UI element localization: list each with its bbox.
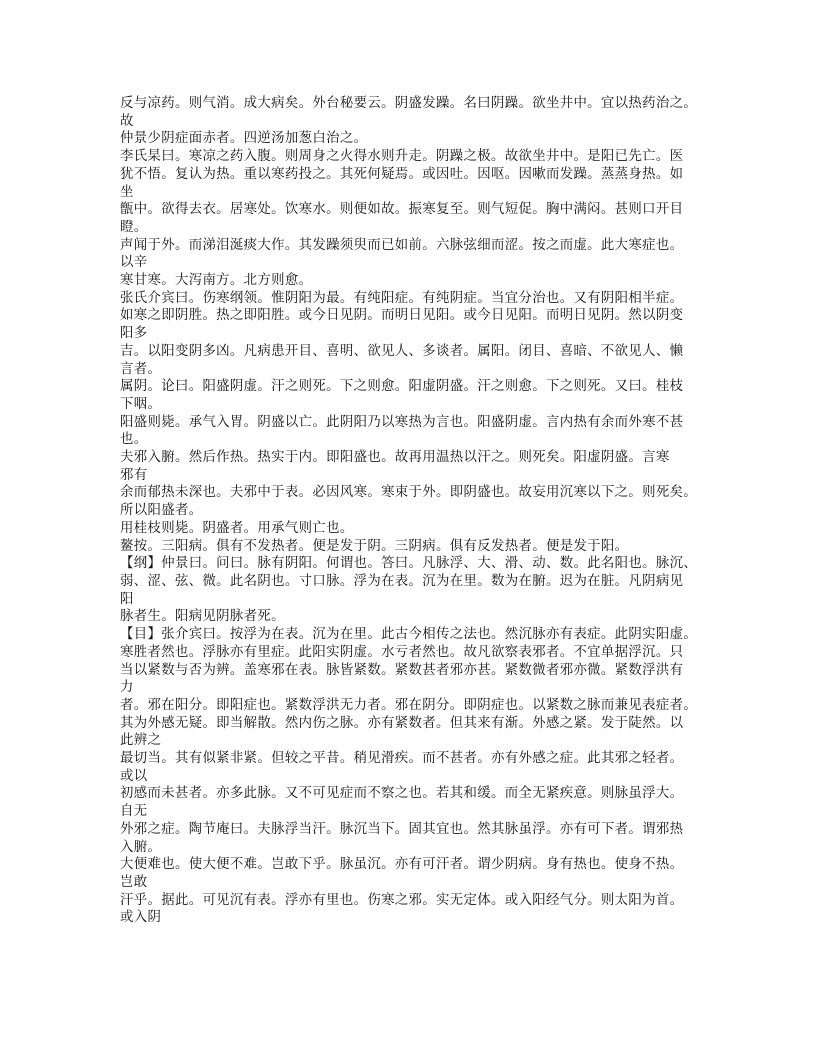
text-line: 阳 xyxy=(120,591,134,607)
text-line: 张氏介宾曰。伤寒纲领。惟阴阳为最。有纯阳症。有纯阴症。当宜分治也。又有阴阳相半症。 xyxy=(120,290,684,306)
text-line: 犹不悟。复认为热。重以寒药投之。其死何疑焉。或因吐。因呕。因嗽而发躁。蒸蒸身热。如 xyxy=(120,166,684,182)
text-line: 岂敢 xyxy=(120,874,148,890)
document-text-page xyxy=(120,95,710,927)
text-line: 弱、涩、弦、微。此名阴也。寸口脉。浮为在表。沉为在里。数为在腑。迟为在脏。凡阴病见 xyxy=(120,573,684,589)
text-line: 如寒之即阴胜。热之即阳胜。或今日见阴。而明日见阳。或今日见阳。而明日见阴。然以阴变 xyxy=(120,308,684,324)
text-line: 以辛 xyxy=(120,255,148,271)
text-line: 属阴。论曰。阳盛阴虚。汗之则死。下之则愈。阳虚阴盛。汗之则愈。下之则死。又曰。桂枝 xyxy=(120,379,684,395)
text-line: 言者。 xyxy=(120,361,162,377)
text-line: 或以 xyxy=(120,768,148,784)
text-line: 力 xyxy=(120,680,134,696)
text-line: 鳌按。三阳病。俱有不发热者。便是发于阴。三阴病。俱有反发热者。便是发于阳。 xyxy=(120,538,629,554)
text-line: 【纲】仲景曰。问曰。脉有阴阳。何谓也。答曰。凡脉浮、大、滑、动、数。此名阳也。脉沉、 xyxy=(120,556,698,572)
text-line: 【目】张介宾曰。按浮为在表。沉为在里。此古今相传之法也。然沉脉亦有表症。此阴实阳虚。 xyxy=(120,627,698,643)
text-line: 阳盛则毙。承气入胃。阴盛以亡。此阴阳乃以寒热为言也。阳盛阴虚。言内热有余而外寒不甚 xyxy=(120,414,684,430)
text-line: 瞪。 xyxy=(120,219,148,235)
text-line: 或入阴 xyxy=(120,910,162,926)
text-line: 当以紧数与否为辨。盖寒邪在表。脉皆紧数。紧数甚者邪亦甚。紧数微者邪亦微。紧数浮洪有 xyxy=(120,662,684,678)
text-line: 邪有 xyxy=(120,467,148,483)
text-line: 此辨之 xyxy=(120,733,162,749)
text-line: 自无 xyxy=(120,804,148,820)
text-line: 也。 xyxy=(120,432,148,448)
text-line: 入腑。 xyxy=(120,839,162,855)
text-line: 外邪之症。陶节庵曰。夫脉浮当汗。脉沉当下。固其宜也。然其脉虽浮。亦有可下者。谓邪热 xyxy=(120,821,684,837)
text-line: 最切当。其有似紧非紧。但较之平昔。稍见滑疾。而不甚者。亦有外感之症。此其邪之轻者。 xyxy=(120,751,684,767)
text-line: 仲景少阴症面赤者。四逆汤加葱白治之。 xyxy=(120,131,368,147)
text-line: 汗乎。据此。可见沉有表。浮亦有里也。伤寒之邪。实无定体。或入阳经气分。则太阳为首。 xyxy=(120,892,684,908)
text-line: 阳多 xyxy=(120,326,148,342)
text-line: 故 xyxy=(120,113,134,129)
text-line: 大便难也。使大便不难。岂敢下乎。脉虽沉。亦有可汗者。谓少阴病。身有热也。使身不热。 xyxy=(120,857,684,873)
text-line: 者。邪在阳分。即阳症也。紧数浮洪无力者。邪在阴分。即阴症也。以紧数之脉而兼见表症者。 xyxy=(120,697,698,713)
text-line: 初感而未甚者。亦多此脉。又不可见症而不察之也。若其和缓。而全无紧疾意。则脉虽浮大。 xyxy=(120,786,684,802)
text-line: 坐 xyxy=(120,184,134,200)
text-line: 反与凉药。则气消。成大病矣。外台秘要云。阴盛发躁。名曰阴躁。欲坐井中。宜以热药治之。 xyxy=(120,96,698,111)
text-line: 下咽。 xyxy=(120,396,162,412)
text-line: 脉者生。阳病见阴脉者死。 xyxy=(120,609,285,625)
text-line: 用桂枝则毙。阴盛者。用承气则亡也。 xyxy=(120,520,354,536)
text-line: 夫邪入腑。然后作热。热实于内。即阳盛也。故再用温热以汗之。则死矣。阳虚阴盛。言寒 xyxy=(120,450,670,466)
text-line: 寒胜者然也。浮脉亦有里症。此阳实阴虚。水亏者然也。故凡欲察表邪者。不宜单据浮沉。只 xyxy=(120,644,684,660)
text-line: 甑中。欲得去衣。居寒处。饮寒水。则便如故。振寒复至。则气短促。胸中满闷。甚则口开目 xyxy=(120,202,684,218)
text-line: 所以阳盛者。 xyxy=(120,503,203,519)
text-line: 余而郁热未深也。夫邪中于表。必因风寒。寒束于外。即阴盛也。故妄用沉寒以下之。则死矣。 xyxy=(120,485,698,501)
text-line: 吉。以阳变阴多凶。凡病患开目、喜明、欲见人、多谈者。属阳。闭目、喜暗、不欲见人、懒 xyxy=(120,343,684,359)
text-line: 其为外感无疑。即当解散。然内伤之脉。亦有紧数者。但其来有渐。外感之紧。发于陡然。以 xyxy=(120,715,684,731)
text-line: 李氏杲曰。寒凉之药入腹。则周身之火得水则升走。阴躁之极。故欲坐井中。是阳已先亡。医 xyxy=(120,149,684,165)
text-line: 寒甘寒。大泻南方。北方则愈。 xyxy=(120,273,313,289)
text-line: 声闻于外。而涕泪涎痰大作。其发躁须臾而已如前。六脉弦细而涩。按之而虚。此大寒症也。 xyxy=(120,237,684,253)
